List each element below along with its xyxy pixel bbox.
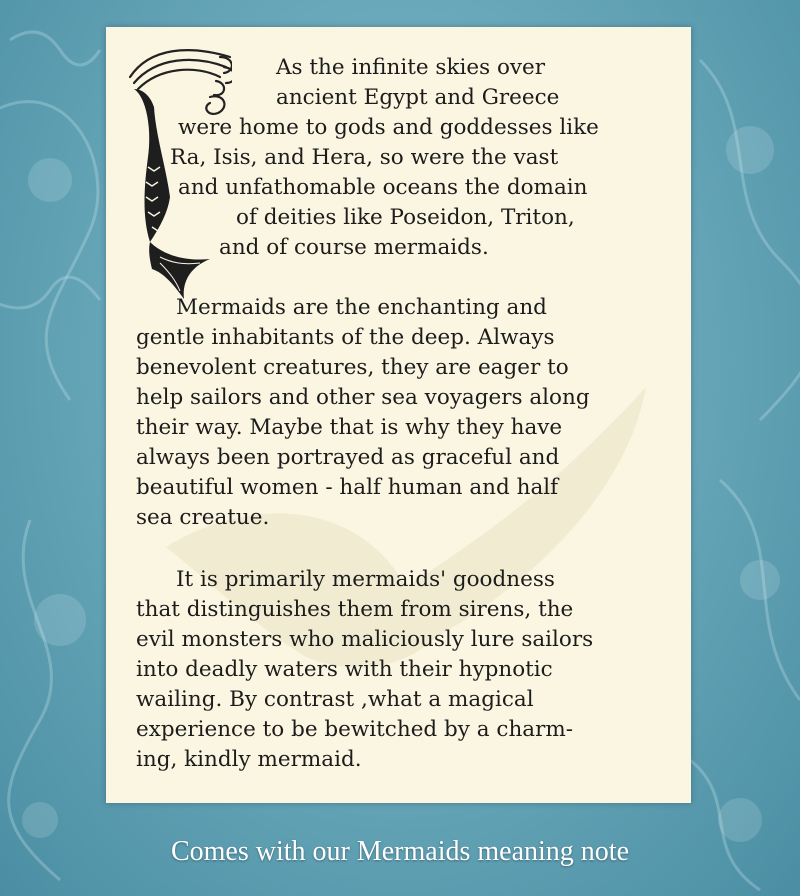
para3-line-4: into deadly waters with their hypnotic xyxy=(136,657,553,682)
note-caption: Comes with our Mermaids meaning note xyxy=(170,836,630,867)
para3-line-6: experience to be bewitched by a charm- xyxy=(136,717,574,742)
intro-line-4: Ra, Isis, and Hera, so were the vast xyxy=(170,145,559,170)
para2-line-5: their way. Maybe that is why they have xyxy=(136,415,563,440)
para2-line-8: sea creatue. xyxy=(136,505,270,530)
intro-line-5: and unfathomable oceans the domain xyxy=(178,175,588,200)
para2-line-1: Mermaids are the enchanting and xyxy=(176,295,547,320)
para3-line-3: evil monsters who maliciously lure sailors xyxy=(136,627,594,652)
para2-line-7: beautiful women - half human and half xyxy=(136,475,559,500)
para3-line-5: wailing. By contrast ,what a magical xyxy=(136,687,534,712)
intro-line-2: ancient Egypt and Greece xyxy=(276,85,560,110)
para2-line-2: gentle inhabitants of the deep. Always xyxy=(136,325,555,350)
para2-line-6: always been portrayed as graceful and xyxy=(136,445,560,470)
meaning-note-card xyxy=(106,27,691,803)
intro-line-3: were home to gods and goddesses like xyxy=(178,115,599,140)
para3-line-7: ing, kindly mermaid. xyxy=(136,747,362,772)
para3-line-2: that distinguishes them from sirens, the xyxy=(136,597,574,622)
para2-line-3: benevolent creatures, they are eager to xyxy=(136,355,569,380)
para2-line-4: help sailors and other sea voyagers along xyxy=(136,385,590,410)
intro-line-7: and of course mermaids. xyxy=(219,235,489,260)
intro-line-6: of deities like Poseidon, Triton, xyxy=(236,205,575,230)
intro-line-1: As the infinite skies over xyxy=(276,55,546,80)
para3-line-1: It is primarily mermaids' goodness xyxy=(176,567,555,592)
